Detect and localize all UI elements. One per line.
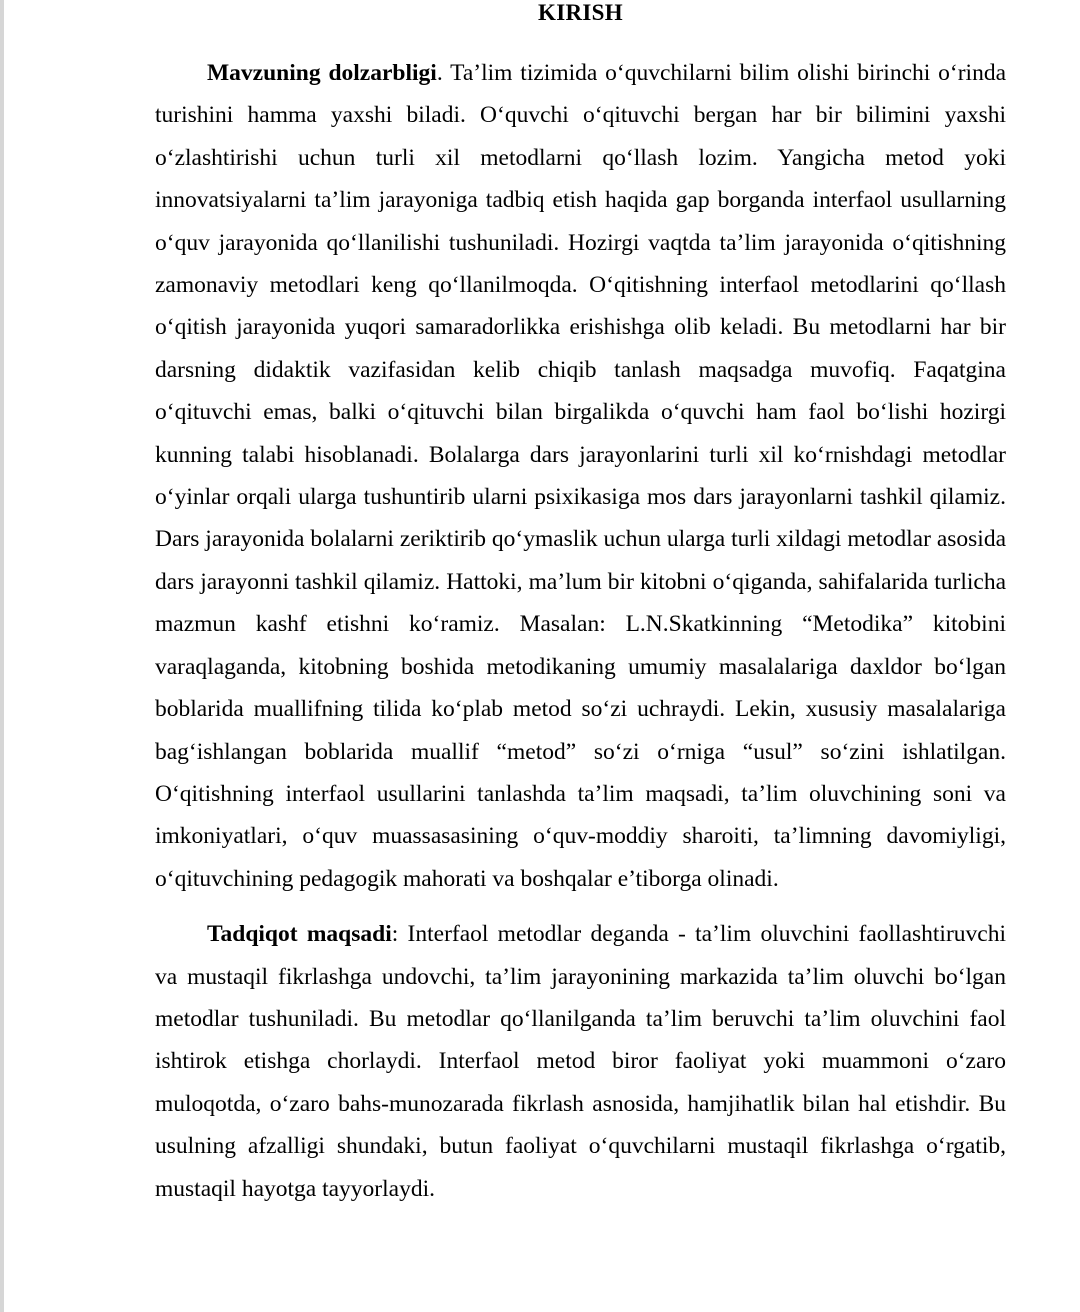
document-page: [155, 0, 1006, 1210]
paragraph-research-goal: [155, 913, 1006, 1210]
paragraph-body-research-goal: Interfaol metodlar deganda - ta’lim oluvchini faollashtiruvchi va mustaqil fikrlashga undovchi, ta’lim jarayonining markazida ta’lim oluvchi bo‘lgan metodlar tushuniladi. Bu metodlar qo‘llanilganda ta’lim beruvchi ta’lim oluvchini faol ishtirok etishga chorlaydi. Interfaol metod biror faoliyat yoki muammoni o‘zaro muloqotda, o‘zaro bahs-munozarada fikrlash asnosida, hamjihatlik bilan hal etishdir. Bu usulning afzalligi shundaki, butun faoliyat o‘quvchilarni mustaqil fikrlashga o‘rgatib, mustaqil hayotga tayyorlaydi.: [155, 921, 1006, 1202]
paragraph-lead-relevance: Mavzuning dolzarbligi: [207, 60, 437, 86]
paragraph-lead-research-goal: Tadqiqot maqsadi: [207, 921, 392, 948]
page-title: KIRISH: [538, 0, 623, 25]
paragraph-relevance: [155, 52, 1006, 900]
paragraph-lead-punct: .: [436, 60, 451, 86]
paragraph-lead-punct: :: [391, 921, 408, 948]
paragraph-body-relevance: Ta’lim tizimida o‘quvchilarni bilim olishi birinchi o‘rinda turishini hamma yaxshi biladi. O‘quvchi o‘qituvchi bergan har bir bilimini yaxshi o‘zlashtirishi uchun turli xil metodlarni qo‘llash lozim. Yangicha metod yoki innovatsiyalarni ta’lim jarayoniga tadbiq etish haqida gap borganda interfaol usullarning o‘quv jarayonida qo‘llanilishi tushuniladi. Hozirgi vaqtda ta’lim jarayonida o‘qitishning zamonaviy metodlari keng qo‘llanilmoqda. O‘qitishning interfaol metodlarini qo‘llash o‘qitish jarayonida yuqori samaradorlikka erishishga olib keladi. Bu metodlarni har bir darsning didaktik vazifasidan kelib chiqib tanlash maqsadga muvofiq. Faqatgina o‘qituvchi emas, balki o‘qituvchi bilan birgalikda o‘quvchi ham faol bo‘lishi hozirgi kunning talabi hisoblanadi. Bolalarga dars jarayonlarini turli xil ko‘rnishdagi metodlar o‘yinlar orqali ularga tushuntirib ularni psixikasiga mos dars jarayonlarni tashkil qilamiz. Dars jarayonida bolalarni zeriktirib qo‘ymaslik uchun ularga turli xildagi metodlar asosida dars jarayonni tashkil qilamiz. Hattoki, ma’lum bir kitobni o‘qiganda, sahifalarida turlicha mazmun kashf etishni ko‘ramiz. Masalan: L.N.Skatkinning “Metodika” kitobini varaqlaganda, kitobning boshida metodikaning umumiy masalalariga daxldor bo‘lgan boblarida muallifning tilida ko‘plab metod so‘zi uchraydi. Lekin, xususiy masalalariga bag‘ishlangan boblarida muallif “metod” so‘zi o‘rniga “usul” so‘zini ishlatilgan. O‘qitishning interfaol usullarini tanlashda ta’lim maqsadi, ta’lim oluvchining soni va imkoniyatlari, o‘quv muassasasining o‘quv-moddiy sharoiti, ta’limning davomiyligi, o‘qituvchining pedagogik mahorati va boshqalar e’tiborga olinadi.: [155, 60, 1007, 892]
page-left-edge: [0, 0, 4, 1312]
